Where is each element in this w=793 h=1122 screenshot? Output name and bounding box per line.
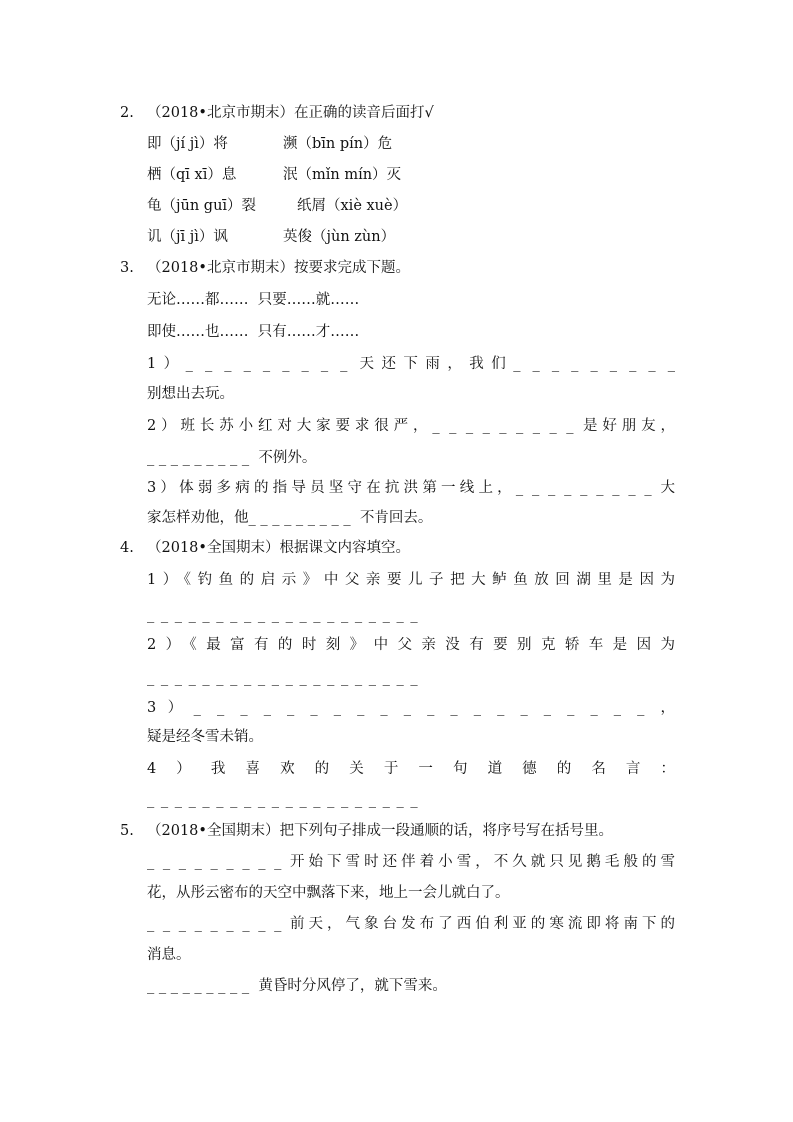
fill-in-line[interactable]: _ _ _ _ _ _ _ _ _ 前天，气象台发布了西伯利亚的寒流即将南下的 — [147, 916, 675, 932]
conjunction-options: 即使……也…… 只有……才…… — [147, 324, 360, 340]
pinyin-option: 泯（mǐn mín）灭 — [283, 167, 402, 183]
answer-blank[interactable]: _ _ _ _ _ _ _ _ _ _ _ _ _ _ _ _ _ _ _ _ — [147, 670, 419, 686]
pinyin-option: 濒（bīn pín）危 — [283, 136, 393, 152]
fill-in-line[interactable]: 3）_ _ _ _ _ _ _ _ _ _ _ _ _ _ _ _ _ _ _ _ ， — [147, 700, 675, 716]
text-line: 消息。 — [147, 947, 191, 963]
fill-in-line[interactable]: _ _ _ _ _ _ _ _ _ 黄昏时分风停了，就下雪来。 — [147, 978, 447, 994]
text-line: 花，从彤云密布的天空中飘落下来，地上一会儿就白了。 — [147, 885, 510, 901]
fill-in-line[interactable]: _ _ _ _ _ _ _ _ _ 不例外。 — [147, 450, 317, 466]
question-number: 5. — [120, 823, 134, 839]
pinyin-option: 讥（jī jì）讽 — [147, 229, 228, 245]
question-number: 3. — [120, 260, 134, 276]
pinyin-option: 栖（qī xī）息 — [147, 167, 237, 183]
prompt-line: 4）我喜欢的关于一句道德的名言： — [147, 761, 675, 777]
fill-in-line[interactable]: 2）班长苏小红对大家要求很严，_ _ _ _ _ _ _ _ _ 是好朋友， — [147, 418, 675, 434]
pinyin-option: 英俊（jùn zùn） — [283, 229, 396, 245]
fill-in-line[interactable]: 家怎样劝他，他_ _ _ _ _ _ _ _ _ 不肯回去。 — [147, 510, 433, 526]
fill-in-line[interactable]: 1）_ _ _ _ _ _ _ _ _ 天还下雨，我们_ _ _ _ _ _ _ _ _ — [147, 356, 675, 372]
question-number: 4. — [120, 540, 134, 556]
pinyin-option: 龟（jūn guī）裂 — [147, 198, 257, 214]
fill-in-line[interactable]: 3）体弱多病的指导员坚守在抗洪第一线上，_ _ _ _ _ _ _ _ _ 大 — [147, 480, 675, 496]
answer-blank[interactable]: _ _ _ _ _ _ _ _ _ _ _ _ _ _ _ _ _ _ _ _ — [147, 607, 419, 623]
prompt-line: 1）《钓鱼的启示》中父亲要儿子把大鲈鱼放回湖里是因为 — [147, 572, 675, 588]
question-title: （2018•北京市期末）按要求完成下题。 — [147, 260, 410, 276]
question-number: 2. — [120, 105, 134, 121]
pinyin-option: 即（jí jì）将 — [147, 136, 228, 152]
text-line: 疑是经冬雪未销。 — [147, 729, 263, 745]
answer-blank[interactable]: _ _ _ _ _ _ _ _ _ _ _ _ _ _ _ _ _ _ _ _ — [147, 792, 419, 808]
pinyin-option: 纸屑（xiè xuè） — [297, 198, 408, 214]
text-line: 别想出去玩。 — [147, 386, 234, 402]
conjunction-options: 无论……都…… 只要……就…… — [147, 292, 360, 308]
fill-in-line[interactable]: _ _ _ _ _ _ _ _ _ 开始下雪时还伴着小雪，不久就只见鹅毛般的雪 — [147, 854, 675, 870]
question-title: （2018•全国期末）把下列句子排成一段通顺的话，将序号写在括号里。 — [147, 823, 613, 839]
question-title: （2018•全国期末）根据课文内容填空。 — [147, 540, 410, 556]
question-title: （2018•北京市期末）在正确的读音后面打√ — [147, 105, 434, 121]
prompt-line: 2）《最富有的时刻》中父亲没有要别克轿车是因为 — [147, 637, 675, 653]
